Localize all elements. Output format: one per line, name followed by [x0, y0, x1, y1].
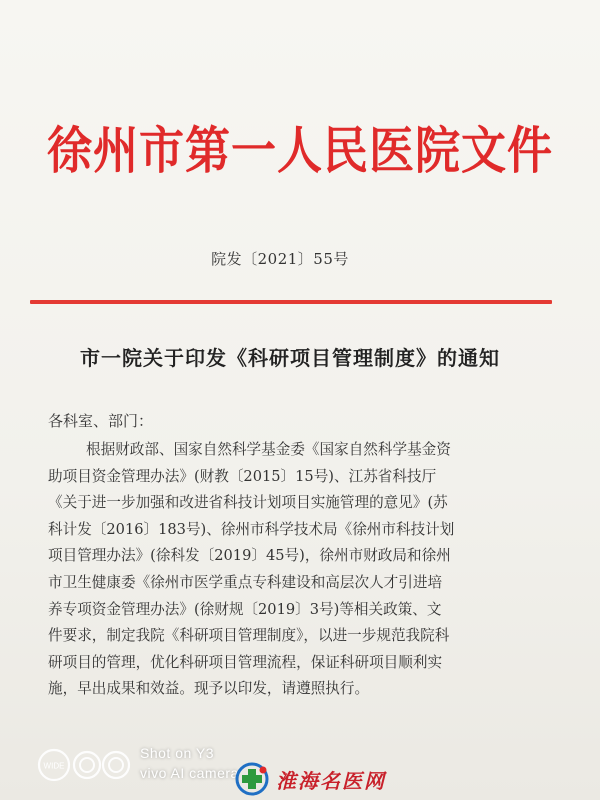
camera-lens-icon: [36, 745, 132, 785]
red-divider-line: [30, 300, 552, 304]
body-line: 根据财政部、国家自然科学基金委《国家自然科学基金资: [86, 441, 451, 458]
medical-cross-icon: [232, 762, 272, 796]
body-line: 养专项资金管理办法》(徐财规〔2019〕3号)等相关政策、文: [48, 600, 442, 618]
watermark-line2: vivo AI camera: [140, 765, 239, 781]
document-number: 院发〔2021〕55号: [211, 250, 349, 268]
body-line: 市卫生健康委《徐州市医学重点专科建设和高层次人才引进培: [48, 573, 443, 591]
site-logo-text: 淮海名医网: [276, 769, 386, 793]
notice-body: [48, 437, 552, 703]
body-line: 科计发〔2016〕183号)、徐州市科学技术局《徐州市科技计划: [48, 520, 455, 538]
salutation: 各科室、部门：: [48, 412, 154, 430]
body-line: 施，早出成果和效益。现予以印发，请遵照执行。: [48, 680, 370, 698]
notice-title: 市一院关于印发《科研项目管理制度》的通知: [80, 346, 500, 370]
body-line: 项目管理办法》(徐科发〔2019〕45号)，徐州市财政局和徐州: [48, 547, 451, 565]
site-logo: [232, 762, 572, 796]
body-line: 研项目的管理，优化科研项目管理流程，保证科研项目顺利实: [48, 653, 443, 671]
watermark-line1: Shot on Y3: [140, 745, 215, 761]
document-header-title: 徐州市第一人民医院文件: [46, 121, 553, 181]
body-line: 件要求，制定我院《科研项目管理制度》，以进一步规范我院科: [48, 627, 450, 645]
body-line: 助项目资金管理办法》(财教〔2015〕15号)、江苏省科技厅: [48, 467, 437, 485]
body-line: 《关于进一步加强和改进省科技计划项目实施管理的意见》(苏: [48, 494, 448, 512]
camera-badge-text: WIDE: [43, 761, 65, 771]
